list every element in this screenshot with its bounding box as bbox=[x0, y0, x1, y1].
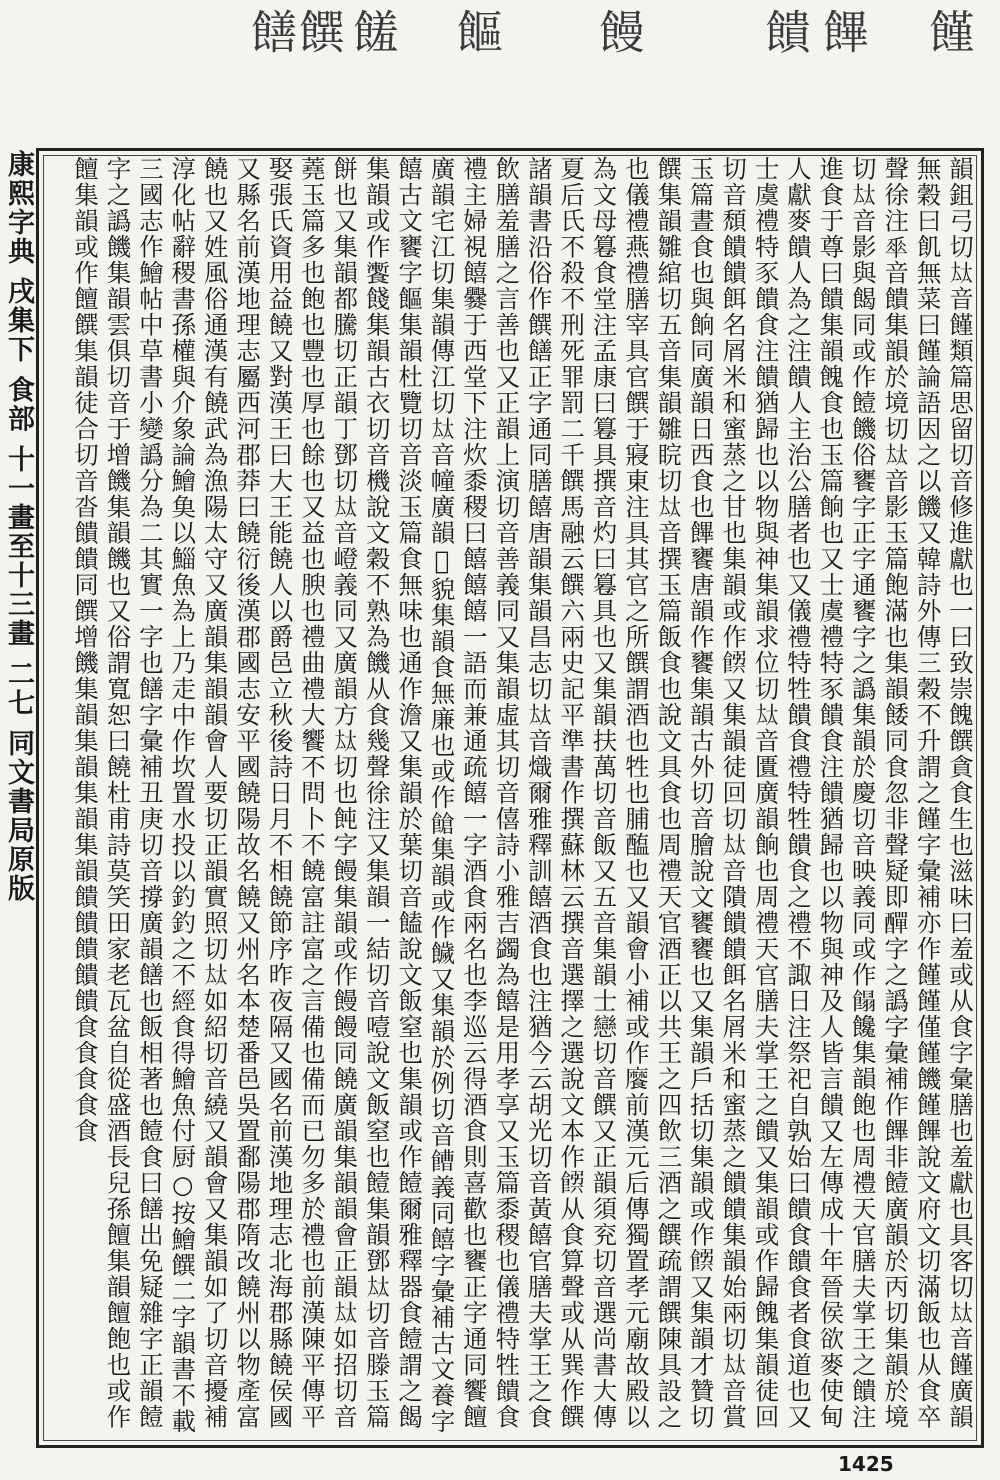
seal-character: 饇 bbox=[450, 8, 504, 54]
page-number: 1425 bbox=[838, 1452, 894, 1476]
seal-character: 饅 bbox=[592, 8, 646, 54]
seal-character: 饈 bbox=[346, 8, 400, 54]
seal-character: 饉 bbox=[922, 8, 976, 54]
entry-text: 韻鉏弓切𡘋音饉類篇思留切音修進獻也一曰致崇餽饌貪食生也滋味曰羞或从食字彙膳也羞獻也具客切𡘋音饉廣韻無穀曰飢無菜曰饉論語因之以饑又韓詩外傳三穀不升謂之饉字彙補亦作饉饉僅饉饑饉饆說文府文切滿飯也从食卒聲徐注𠦬音饋集韻於境切𡘋音影玉篇飽滿也集韻餧同食忽非聲疑即𨢿字之譌字彙補作饆非饐廣韻於丙切集韻於境切𡘋音影與餲同或作饐饑俗饔字正字通饔字之譌集韻於慶切音映義同或作𩝣饞集韻飽也周禮天官膳夫掌王之饋注進食于尊曰饋集韻餽食也玉篇餉也又士虞禮特豕饋食注饋猶歸也以物與神及人皆言饋又左傳成十年晉侯欲麥使甸人獻麥饋人為之注饋人主治公膳者也又儀禮特牲饋食禮特牲饋食之禮不諏日注祭祀自孰始曰饋食饋食者食道也又士虞禮特豕饋食注饋猶歸也以物與神集韻求位切𡘋音匱廣韻餉也周禮天官膳夫掌王之饋又集韻或作歸餽集韻徒回切音頹饋饋餌名屑米和蜜蒸之甘也集韻或作𩜹又集韻徒回切𡘋音隤饋饋餌名屑米和蜜蒸之饋饋集韻始兩切𡘋音賞玉篇晝食也與餉同廣韻日西食也饆饔唐韻作饔集韻古外切音膾說文饔饔也又集韻戶括切集韻或作𩜹又集韻才贊切饌集韻雛綰切五音集韻雛睆切𡘋音撰玉篇飯食也說文具食也周禮天官酒正以共王之四飲三酒之饌疏謂饌陳具設之也儀禮燕禮膳宰具官饌于寢東注具其官之所饌謂酒也牲也脯醢也又韻會小補或作𩞁前漢元后傳獨置孝元廟故殿以為文母篹食堂注孟康曰篹具撰音灼曰篹具也又集韻扶萬切音飯又五音集韻士戀切音饌又正韻須兖切音選尚書大傳夏后氏不殺不刑死罪罰二千饌馬融云饌六兩史記平準書作撰蘇林云撰音選擇之選說文本作𩜹从食算聲或从巽作饌諸韻書沿俗作饌饍正字通同膳饎唐韻集韻昌志切𡘋音熾爾雅釋訓饎酒食也注猶今云胡光切音黃饎官膳夫掌王之食飲膳羞膳之言善也又正韻上演切音善義同又集韻虛其切音僖詩小雅吉蠲為饎是用孝享又玉篇黍稷也儀禮特牲饋食禮主婦視饎爨于西堂下注炊黍稷曰饎饎饎一語而兼通疏饎一字酒食兩名也李巡云得酒食則喜歡也饔正字通同饗饘廣韻宅江切集韻傳江切𡘋音幢廣韻𠴁貌集韻食無廉也或作𩝞集韻或作饖又集韻於例切音𩞄義同饎字彙補古文養字饎古文饔字饇集韻杜覽切音淡玉篇食無味也通作澹又集韻於葉切音饁說文飯窒也集韻或作饐爾雅釋器食饐謂之餲集韻或作𩟗餞集韻古衣切音機說文穀不熟為饑从食幾聲徐注又集韻一結切音噎說文飯窒也饐集韻鄧𡘋切音滕玉篇餅也又集韻都騰切正韻丁鄧切𡘋音嶝義同又廣韻方𡘋切也飩字饅集韻或作饅饅同饒廣韻集韻韻會正韻𡘋如招切音蕘玉篇多也飽也豐也厚也餘也又益也腴也禮曲禮大饗不問卜不饒富註富之言備也備而已勿多於禮也前漢陳平傳平娶張氏資用益饒又對漢王曰大王能饒人以爵邑立秋後詩日月不相饒節序昨夜隔又國名前漢地理志北海郡縣饒侯國又縣名前漢地理志屬西河郡莽曰饒衍後漢郡國志安平國饒陽故名饒又州名本楚番邑吳置鄱陽郡隋改饒州以物產富饒也又姓風俗通漢有饒武為漁陽太守又廣韻集韻韻會人要切正韻實照切𡘋如紹切音繞又韻會又集韻如了切音擾補淳化帖辭稷書孫權與介象論鱠𩵋以鯔魚為上乃走中作坎置水投以釣釣之不經食得鱠魚付厨○按鱠饌二字韻書不載三國志作鱠帖中草書小變譌分為二其實一字也饍字彙補丑庚切音撐廣韻饍也飯相著也饐食曰饍出免疑雜字正韻饐字之譌饑集韻雲俱切音于增饑集韻饑也又俗謂寬恕曰饒杜甫詩莫笑田家老瓦盆自從盛酒長兒孫饘集韻饘飽也或作饘集韻或作饘饌集韻徒合切音沓饋饋同饌增饑集韻集韻集韻集韻饋饋饋饋饋食食食食食 bbox=[71, 156, 975, 1435]
seal-character: 饆 bbox=[816, 8, 870, 54]
seal-script-header bbox=[210, 0, 1000, 140]
seal-character: 饍 bbox=[244, 8, 298, 54]
margin-title bbox=[0, 150, 36, 1450]
seal-character: 饋 bbox=[758, 8, 812, 54]
margin-title-text: 康熙字典 戌集下 食部 十一畫至十三畫 二七 同文書局原版 bbox=[3, 150, 34, 903]
dictionary-entries bbox=[44, 156, 976, 1442]
seal-character: 饌 bbox=[292, 8, 346, 54]
